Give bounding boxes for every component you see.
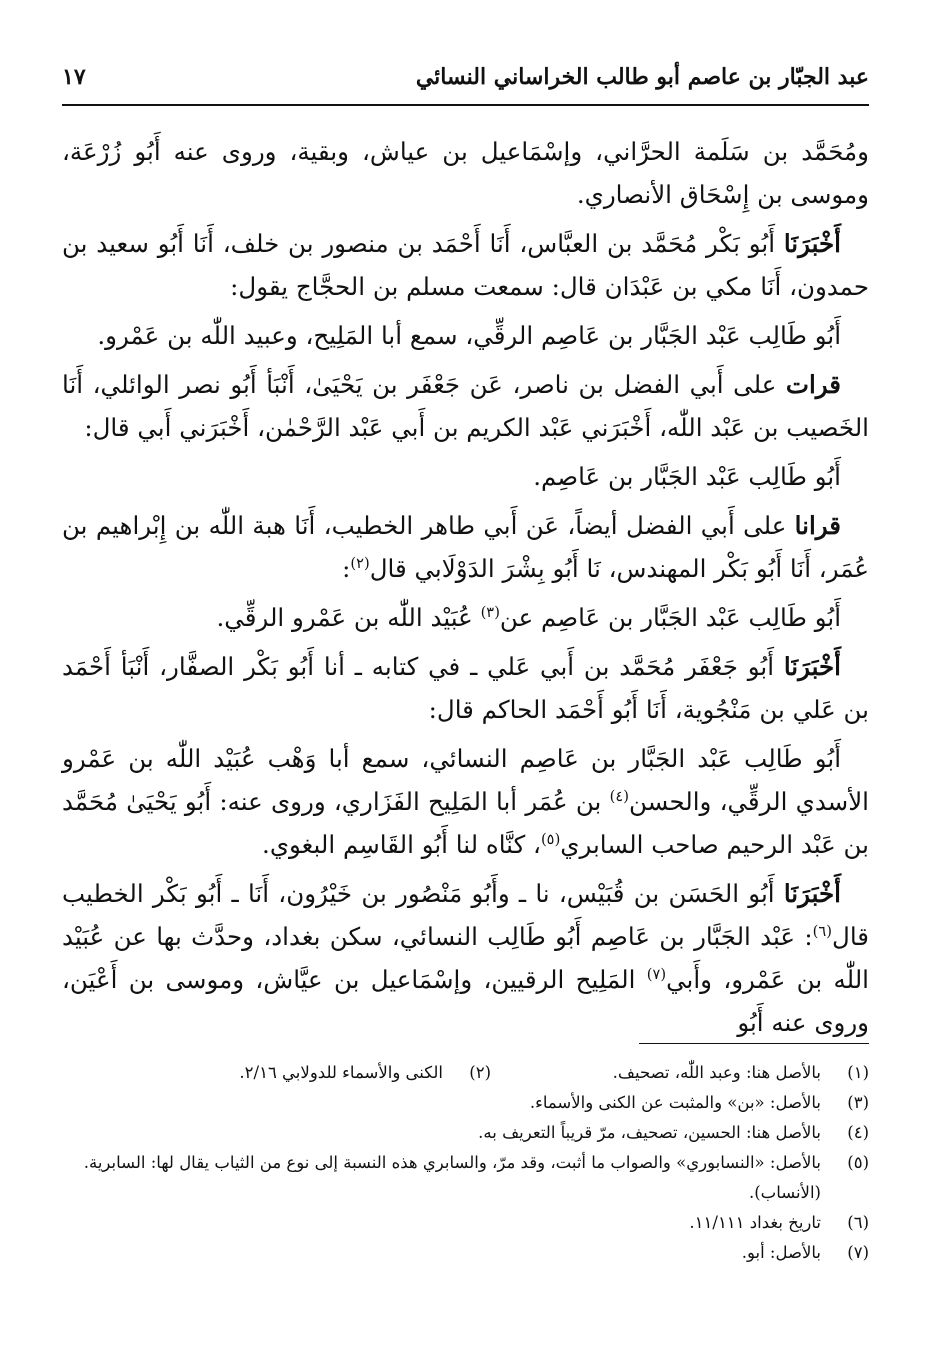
header-rule: [62, 104, 869, 106]
paragraph-10: [62, 872, 869, 1044]
footnote-4: [62, 1118, 869, 1148]
isnad-lead: أَخْبَرَنَا: [783, 229, 841, 258]
footnote-text: بالأصل: أبو.: [741, 1243, 821, 1262]
footnote-text: الكنى والأسماء للدولابي ٢/١٦.: [239, 1063, 443, 1082]
footnote-rule: [639, 1043, 869, 1044]
page-header: [62, 62, 869, 102]
paragraph-text: المَلِيح الرقيين، وإسْمَاعيل بن عيَّاش، وموسى بن أَعْيَن، وروى عنه أَبُو: [62, 965, 869, 1037]
footnote-number: (٧): [847, 1243, 869, 1262]
footnote-text: بالأصل: «بن» والمثبت عن الكنى والأسماء.: [529, 1093, 821, 1112]
paragraph-9: [62, 737, 869, 866]
isnad-lead: أَخْبَرَنَا: [783, 879, 841, 908]
isnad-lead: قرات: [785, 370, 841, 399]
main-text: [62, 130, 869, 1044]
footnote-number: (٤): [847, 1123, 869, 1142]
footnote-7: [62, 1238, 869, 1268]
footnote-2: [62, 1058, 491, 1088]
footnotes: [62, 1058, 869, 1268]
paragraph-6: [62, 504, 869, 590]
paragraph-text: عُبَيْد اللّٰه بن عَمْرو الرقِّي.: [216, 603, 481, 632]
paragraph-8: [62, 645, 869, 731]
footnote-ref: (٢): [350, 554, 370, 572]
paragraph-text: على أَبي الفضل أيضاً، عَن أَبي طاهر الخطيب، أَنَا هبة اللّٰه بن إِبْراهيم بن عُمَر، أَنَا أَبُو بَكْر المهندس، نَا أَبُو بِشْرَ الدَوْلَابي قال: [62, 511, 869, 583]
footnote-row: [62, 1058, 869, 1088]
paragraph-3: [62, 314, 869, 357]
footnote-ref: (٣): [480, 603, 500, 621]
paragraph-5: [62, 455, 869, 498]
footnote-1: [491, 1058, 869, 1088]
paragraph-text: أَبُو طَالِب عَبْد الجَبَّار بن عَاصِم النسائي، سمع أبا وَهْب عُبَيْد اللّٰه بن عَمْرو الأسدي الرقِّي، والحسن: [62, 744, 869, 816]
footnote-ref: (٤): [609, 787, 629, 805]
footnote-number: (٢): [469, 1063, 491, 1082]
footnote-5: [62, 1148, 869, 1208]
paragraph-text: ومُحَمَّد بن سَلَمة الحرَّاني، وإسْمَاعيل بن عياش، وبقية، وروى عنه أَبُو زُرْعَة، وموسى بن إِسْحَاق الأنصاري.: [62, 137, 869, 209]
paragraph-1: [62, 130, 869, 216]
paragraph-text: أَبُو طَالِب عَبْد الجَبَّار بن عَاصِم.: [533, 462, 841, 491]
running-title: عبد الجبّار بن عاصم أبو طالب الخراساني النسائي: [415, 64, 869, 90]
paragraph-text: أَبُو الحَسَن بن قُبَيْس، نا ـ وأَبُو مَنْصُور بن خَيْرُون، أَنَا ـ أَبُو بَكْر الخطيب قال: [62, 879, 869, 951]
paragraph-text: أَبُو بَكْر مُحَمَّد بن العبَّاس، أَنَا أَحْمَد بن منصور بن خلف، أَنَا أَبُو سعيد بن حمدون، أَنَا مكي بن عَبْدَان قال: سمعت مسلم بن الحجَّاج يقول:: [62, 229, 869, 301]
paragraph-text: ، كنَّاه لنا أَبُو القَاسِم البغوي.: [262, 830, 541, 859]
paragraph-text: أَبُو جَعْفَر مُحَمَّد بن أَبي عَلي ـ في كتابه ـ أنا أَبُو بَكْر الصفَّار، أَنْبَأ أَحْمَد بن عَلي بن مَنْجُوية، أَنَا أَبُو أَحْمَد الحاكم قال:: [62, 652, 869, 724]
footnote-number: (٦): [847, 1213, 869, 1232]
paragraph-2: [62, 222, 869, 308]
footnote-number: (٣): [847, 1093, 869, 1112]
footnote-text: بالأصل: «النسابوري» والصواب ما أثبت، وقد مرّ، والسابري هذه النسبة إلى نوع من الثياب يقال لها: السابرية. (الأنساب).: [83, 1153, 821, 1202]
paragraph-text: بن عُمَر أبا المَلِيح الفَزَاري، وروى عنه: أَبُو يَحْيَىٰ مُحَمَّد بن عَبْد الرحيم صاحب السابري: [62, 787, 869, 859]
footnote-text: بالأصل هنا: وعبد اللّٰه، تصحيف.: [612, 1063, 821, 1082]
isnad-lead: قرانا: [794, 511, 841, 540]
footnote-text: بالأصل هنا: الحسين، تصحيف، مرّ قريباً التعريف به.: [478, 1123, 821, 1142]
footnote-ref: (٦): [812, 922, 833, 940]
paragraph-text: على أَبي الفضل بن ناصر، عَن جَعْفَر بن يَحْيَىٰ، أَنْبَأ أَبُو نصر الوائلي، أَنَا الخَصيب بن عَبْد اللّٰه، أَخْبَرَني عَبْد الكريم بن أَبي عَبْد الرَّحْمٰن، أَخْبَرَني أَبي قال:: [62, 370, 869, 442]
footnote-text: تاريخ بغداد ١١/١١١.: [689, 1213, 821, 1232]
footnote-ref: (٧): [646, 965, 667, 983]
paragraph-text: : عَبْد الجَبَّار بن عَاصِم أَبُو طَالِب النسائي، سكن بغداد، وحدَّث بها عن عُبَيْد اللّٰه بن عَمْرو، وأَبي: [62, 922, 869, 994]
footnote-number: (٥): [847, 1153, 869, 1172]
footnote-3: [62, 1088, 869, 1118]
paragraph-text: :: [342, 554, 351, 583]
isnad-lead: أَخْبَرَنَا: [783, 652, 841, 681]
footnote-6: [62, 1208, 869, 1238]
paragraph-text: أَبُو طَالِب عَبْد الجَبَّار بن عَاصِم عن: [499, 603, 841, 632]
paragraph-text: أَبُو طَالِب عَبْد الجَبَّار بن عَاصِم الرقِّي، سمع أبا المَلِيح، وعبيد اللّٰه بن عَمْرو.: [97, 321, 841, 350]
paragraph-4: [62, 363, 869, 449]
footnote-number: (١): [847, 1063, 869, 1082]
page-number: ١٧: [62, 64, 86, 90]
paragraph-7: [62, 596, 869, 639]
footnote-ref: (٥): [540, 830, 561, 848]
